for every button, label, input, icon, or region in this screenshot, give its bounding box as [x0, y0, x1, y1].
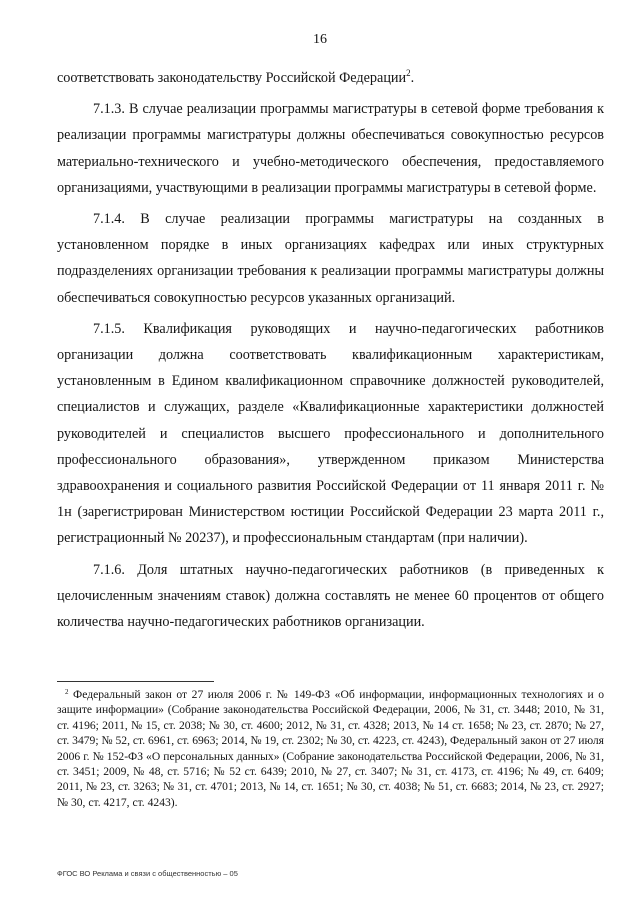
paragraph-7-1-3: 7.1.3. В случае реализации программы магистратуры в сетевой форме требования к реализации программы магистратуры должны обеспечиваться совокупностью ресурсов материально-технического и учебно-методического обеспечения, предоставляемого организациями, участвующими в реализации программы магистратуры в сетевой форме. [57, 101, 604, 196]
paragraph-7-1-4: 7.1.4. В случае реализации программы магистратуры на созданных в установленном порядке в иных организациях кафедрах или иных структурных подразделениях организации требования к реализации программы магистратуры должны обеспечиваться совокупностью ресурсов указанных организаций. [57, 211, 604, 306]
paragraph-continuation [57, 65, 604, 91]
page-footer: ФГОС ВО Реклама и связи с общественностью – 05 [57, 869, 238, 878]
paragraph-7-1-5: 7.1.5. Квалификация руководящих и научно-педагогических работников организации должна соответствовать квалификационным характеристикам, установленным в Едином квалификационном справочнике должностей руководителей, специалистов и служащих, разделе «Квалификационные характеристики должностей руководителей и специалистов высшего профессионального и дополнительного профессионального образования», утвержденном приказом Министерства здравоохранения и социального развития Российской Федерации от 11 января 2011 г. № 1н (зарегистрирован Министерством юстиции Российской Федерации 23 марта 2011 г., регистрационный № 20237), и профессиональным стандартам (при наличии). [57, 320, 604, 547]
footnote-separator [57, 681, 214, 682]
footnote-reference: 2 [406, 68, 411, 78]
page-number: 16 [313, 32, 327, 47]
paragraph-7-1-6: 7.1.6. Доля штатных научно-педагогических работников (в приведенных к целочисленным значениям ставок) должна составлять не менее 60 процентов от общего количества научно-педагогических работников организации. [57, 561, 604, 631]
paragraph-text-end: . [410, 70, 415, 86]
paragraph-text: соответствовать законодательству Российской Федерации [57, 70, 407, 86]
footnote [57, 687, 604, 810]
footnote-marker: 2 [65, 688, 69, 696]
footnote-text: Федеральный закон от 27 июля 2006 г. № 149-ФЗ «Об информации, информационных технологиях и о защите информации» (Собрание законодательства Российской Федерации, 2006, № 31, ст. 3448; 2010, № 31, ст. 4196; 2011, № 15, ст. 2038; № 30, ст. 4600; 2012, № 31, ст. 4328; 2013, № 14 ст. 1658; № 23, ст. 2870; № 27, ст. 3479; № 52, ст. 6961, ст. 6963; 2014, № 19, ст. 2302; № 30, ст. 4223, ст. 4243), Федеральный закон от 27 июля 2006 г. № 152-ФЗ «О персональных данных» (Собрание законодательства Российской Федерации, 2006, № 31, ст. 3451; 2009, № 48, ст. 5716; № 52 ст. 6439; 2010, № 27, ст. 3407; № 31, ст. 4173, ст. 4196; № 49, ст. 6409; 2011, № 23, ст. 3263; № 31, ст. 4701; 2013, № 14, ст. 1651; № 30, ст. 4038; № 51, ст. 6683; 2014, № 23, ст. 2927; № 30, ст. 4217, ст. 4243). [57, 688, 604, 809]
main-text [57, 65, 604, 640]
